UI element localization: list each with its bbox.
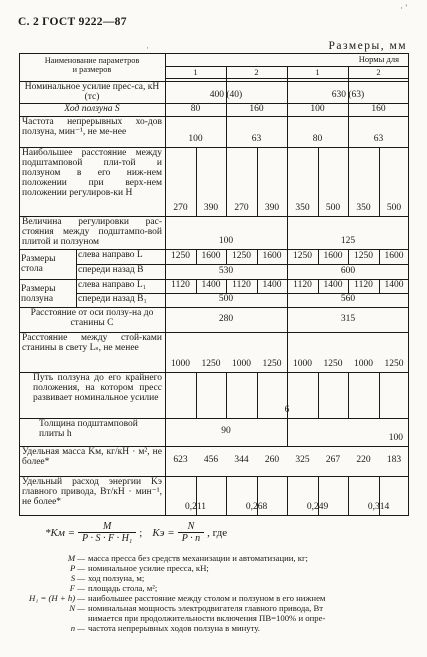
- row-table-size-lr-value: 1250: [354, 250, 373, 261]
- legend-item: [45, 583, 417, 593]
- legend-symbol: M —: [67, 553, 85, 563]
- header-col-4: 2: [376, 67, 381, 77]
- center-dot: ·: [146, 43, 149, 53]
- row-stroke-rate-value: 63: [373, 134, 384, 145]
- legend-symbol: S —: [70, 573, 85, 583]
- legend-item: [28, 593, 417, 603]
- row-column-clearance-value: 1250: [262, 359, 282, 370]
- row-plate-thickness-value: 90: [221, 426, 231, 437]
- row-specific-energy-value: 0,268: [245, 502, 268, 513]
- row-specific-mass-value: 623: [173, 455, 188, 466]
- row-axis-distance-label: Расстояние от оси ползу-на до станины C: [30, 308, 154, 328]
- row-slide-size-fb-value: 560: [340, 294, 356, 305]
- header-col-2: 2: [254, 67, 259, 77]
- row-max-distance-value: 350: [295, 203, 310, 214]
- row-slide-stroke-value: 100: [310, 103, 325, 114]
- row-max-distance-label: Наибольшее расстояние между подштамповой пли-той и ползуном в его ниж-нем положении при верх-нем положении регулиров-ки H: [22, 148, 162, 198]
- row-specific-energy-value: 0,249: [306, 502, 329, 513]
- legend-item: [45, 573, 417, 583]
- formula-ke-numerator: N: [187, 521, 195, 532]
- row-specific-energy-value: 0,211: [184, 502, 207, 513]
- row-slide-path-label: Путь ползуна до его крайнего положения, на котором пресс развивает номинальное усилие: [33, 373, 162, 403]
- row-specific-mass-value: 267: [325, 455, 341, 466]
- formula-tail: , где: [207, 526, 228, 539]
- row-slide-size-lr-value: 1120: [293, 280, 312, 291]
- formula-km-denominator: P · S · F · H₁: [78, 532, 136, 545]
- legend-text: ход ползуна, м;: [88, 573, 145, 583]
- legend-symbol: P —: [69, 563, 85, 573]
- legend-text: частота непрерывных ходов ползуна в минуту.: [88, 623, 260, 633]
- row-slide-stroke-value: 160: [371, 103, 386, 114]
- row-stroke-rate-value: 100: [188, 134, 203, 145]
- legend-symbol: F —: [69, 583, 85, 593]
- row-stroke-rate-value: 63: [251, 134, 262, 145]
- footnote-formula: [45, 521, 227, 545]
- corner-marks: · ': [400, 3, 407, 13]
- row-max-distance-value: 500: [386, 203, 402, 214]
- row-column-clearance-value: 1000: [171, 359, 190, 370]
- legend-text: номинальная мощность электродвигателя главного привода, Вт: [88, 603, 324, 613]
- row-table-size-label: Размеры стола: [21, 254, 56, 274]
- row-slide-size-lr-value: 1400: [384, 280, 404, 291]
- row-table-size-lr-value: 1600: [262, 250, 282, 261]
- row-stroke-rate-label: Частота непрерывных хо-дов ползуна, мин⁻¹, не ме-нее: [22, 117, 162, 137]
- row-column-clearance-value: 1000: [232, 359, 251, 370]
- header-norms-label: Нормы для: [358, 54, 399, 64]
- row-slide-size-sub-fb: спереди назад B₁: [78, 294, 147, 304]
- formula-km-numerator: M: [102, 521, 112, 532]
- row-column-clearance-value: 1250: [201, 359, 221, 370]
- row-slide-stroke-label: Ход ползуна S: [64, 104, 120, 114]
- units-caption: Размеры, мм: [328, 40, 407, 52]
- header-param-label: [19, 53, 165, 81]
- row-adjustment-value: 125: [340, 236, 356, 247]
- row-specific-mass-value: 325: [295, 455, 310, 466]
- formula-separator: ;: [139, 526, 143, 539]
- row-slide-size-lr-value: 1120: [171, 280, 190, 291]
- row-nominal-force-value: 400 (40): [209, 90, 243, 101]
- header-param-label-line2: и размеров: [72, 64, 112, 74]
- row-axis-distance-value: 315: [340, 313, 356, 324]
- row-slide-size-sub-lr: слева направо L₁: [78, 280, 147, 290]
- formula-ke-denominator: P · n: [178, 532, 204, 545]
- legend-item: [45, 563, 417, 573]
- formula-km-lhs: *Kм =: [45, 526, 76, 539]
- row-table-size-sub-lr: слева направо L: [78, 250, 143, 260]
- row-adjustment-value: 100: [218, 236, 234, 247]
- legend-symbol: [45, 613, 88, 623]
- row-table-size-lr-value: 1600: [201, 250, 221, 261]
- row-plate-thickness-label: Толщина подштамповой плиты h: [39, 419, 138, 439]
- header-col-1: 1: [193, 67, 198, 77]
- row-slide-size-lr-value: 1400: [201, 280, 221, 291]
- row-max-distance-value: 270: [234, 203, 249, 214]
- row-table-size-lr-value: 1600: [384, 250, 404, 261]
- row-column-clearance-value: 1250: [384, 359, 404, 370]
- row-table-size-fb-value: 530: [218, 265, 234, 276]
- row-column-clearance-value: 1000: [293, 359, 312, 370]
- row-max-distance-value: 270: [173, 203, 188, 214]
- row-slide-size-fb-value: 500: [218, 294, 234, 305]
- legend-text: наибольшее расстояние между столом и ползуном в его нижнем: [88, 593, 326, 603]
- row-specific-energy-value: 0,314: [367, 502, 390, 513]
- legend-text: площадь стола, м²;: [88, 583, 158, 593]
- legend-item: [45, 623, 417, 633]
- formula-ke-lhs: Kэ =: [152, 526, 175, 539]
- row-specific-mass-value: 220: [356, 455, 371, 466]
- formula-km-fraction: [78, 521, 136, 545]
- row-slide-size-lr-value: 1120: [354, 280, 373, 291]
- legend-text: нимается при продолжительности включения ПВ=100% и опре-: [88, 613, 326, 623]
- row-axis-distance-value: 280: [218, 313, 234, 324]
- row-slide-size-label: Размеры ползуна: [21, 284, 56, 304]
- header-param-label-line1: Наименование параметров: [44, 56, 140, 65]
- row-slide-size-lr-value: 1400: [262, 280, 282, 291]
- page-header: С. 2 ГОСТ 9222—87: [18, 16, 127, 28]
- legend-text: номинальное усилие пресса, кН;: [88, 563, 209, 573]
- legend-symbol: H₁ = (H + h) —: [28, 593, 85, 603]
- row-max-distance-value: 390: [203, 203, 219, 214]
- row-specific-mass-label: Удельная масса Kм, кг/кН · м², не более*: [22, 447, 162, 467]
- row-specific-mass-value: 344: [234, 455, 249, 466]
- row-table-size-lr-value: 1600: [323, 250, 343, 261]
- row-slide-stroke-value: 160: [249, 103, 264, 114]
- row-max-distance-value: 500: [325, 203, 341, 214]
- row-slide-stroke-value: 80: [190, 103, 201, 114]
- header-col-3: 1: [315, 67, 320, 77]
- row-column-clearance-value: 1000: [354, 359, 373, 370]
- row-column-clearance-label: Расстояние между стой-ками станины в свету Lₛ, не менее: [22, 333, 162, 353]
- parameters-table: [19, 53, 409, 516]
- legend-symbol: n —: [70, 623, 85, 633]
- row-slide-path-value: 6: [284, 405, 290, 416]
- footnote-legend: [28, 553, 417, 633]
- row-stroke-rate-value: 80: [312, 134, 323, 145]
- row-nominal-force-value: 630 (63): [331, 90, 365, 101]
- row-max-distance-value: 350: [356, 203, 371, 214]
- row-nominal-force-label: Номинальное усилие прес-са, кН (тс): [24, 82, 160, 102]
- legend-symbol: N —: [69, 603, 85, 613]
- row-specific-mass-value: 260: [264, 455, 280, 466]
- row-table-size-sub-fb: спереди назад B: [78, 265, 144, 275]
- row-adjustment-label: Величина регулировки рас-стояния между подштампо-вой плитой и ползуном: [22, 217, 162, 247]
- row-table-size-lr-value: 1250: [293, 250, 312, 261]
- row-column-clearance-value: 1250: [323, 359, 343, 370]
- legend-item: [45, 553, 417, 563]
- row-specific-energy-label: Удельный расход энергии Kэ главного привода, Вт/кН · мин⁻¹, не более*: [22, 477, 162, 507]
- row-table-size-fb-value: 600: [340, 265, 356, 276]
- row-plate-thickness-value: 100: [388, 433, 403, 444]
- row-specific-mass-value: 183: [386, 455, 402, 466]
- row-max-distance-value: 390: [264, 203, 280, 214]
- row-slide-size-lr-value: 1120: [232, 280, 251, 291]
- row-specific-mass-value: 456: [203, 455, 219, 466]
- formula-ke-fraction: [178, 521, 204, 545]
- legend-item: [45, 603, 417, 613]
- legend-item: [45, 613, 417, 623]
- row-table-size-lr-value: 1250: [232, 250, 251, 261]
- legend-text: масса пресса без средств механизации и автоматизации, кг;: [88, 553, 308, 563]
- row-table-size-lr-value: 1250: [171, 250, 190, 261]
- row-slide-size-lr-value: 1400: [323, 280, 343, 291]
